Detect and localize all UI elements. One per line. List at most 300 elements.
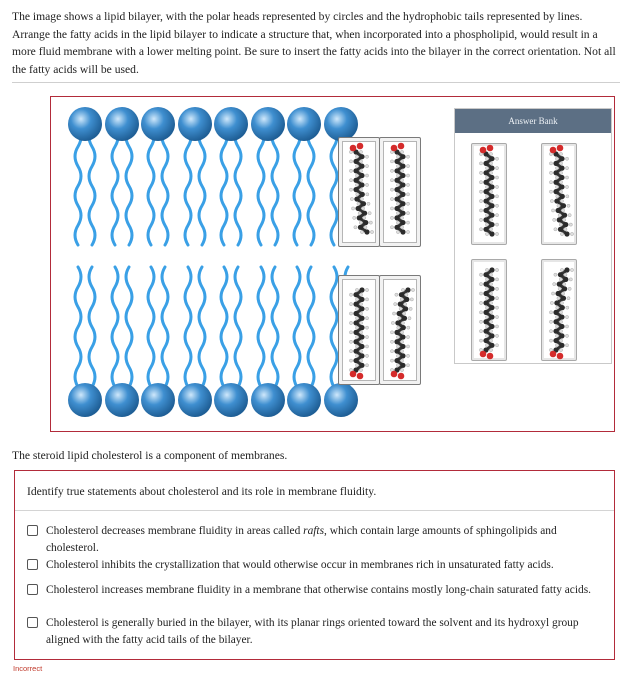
hydrogen-atom: [396, 174, 399, 177]
answer-bank-fatty-acid-4[interactable]: [541, 259, 577, 361]
hydrogen-atom: [400, 331, 403, 334]
hydrogen-atom: [549, 320, 552, 323]
carbon-atom: [553, 338, 558, 343]
carbon-atom: [400, 334, 405, 339]
hydrogen-atom: [489, 320, 492, 323]
bilayer-dragdrop-area: [50, 96, 615, 432]
hydrogen-atom: [495, 195, 498, 198]
carbon-atom: [483, 310, 488, 315]
hydrogen-atom: [489, 283, 492, 286]
fatty-acid-molecule: [542, 260, 576, 360]
hydrogen-atom: [358, 212, 361, 215]
hydrogen-atom: [479, 209, 482, 212]
hydrogen-atom: [485, 287, 488, 290]
hydrogen-atom: [400, 150, 403, 153]
lipid-head: [68, 383, 102, 417]
carbon-atom: [355, 206, 360, 211]
option-cholesterol-buried-rings[interactable]: [27, 615, 597, 650]
hydrogen-atom: [400, 216, 403, 219]
hydrogen-atom: [396, 230, 399, 233]
drop-slot-bottom-2[interactable]: [379, 275, 421, 385]
hydrogen-atom: [485, 185, 488, 188]
carbon-atom: [402, 316, 407, 321]
hydrogen-atom: [359, 350, 362, 353]
hydrogen-atom: [396, 335, 399, 338]
lipid-tail: [126, 127, 132, 245]
lipid-tail: [199, 127, 205, 245]
hydrogen-atom: [365, 183, 368, 186]
hydrogen-atom: [565, 176, 568, 179]
lipid-tail: [272, 127, 278, 245]
carbon-atom: [489, 277, 494, 282]
hydrogen-atom: [355, 354, 358, 357]
hydrogen-atom: [559, 190, 562, 193]
option-text: Cholesterol inhibits the crystallization that would otherwise occur in membranes rich in unsaturated fatty acids.: [46, 559, 554, 571]
carbon-atom: [483, 161, 488, 166]
hydrogen-atom: [390, 331, 393, 334]
hydrogen-atom: [404, 303, 407, 306]
carbon-atom: [483, 198, 488, 203]
carbon-atom: [394, 178, 399, 183]
hydrogen-atom: [349, 359, 352, 362]
hydrogen-atom: [485, 297, 488, 300]
hydrogen-atom: [395, 293, 398, 296]
hydrogen-atom: [556, 195, 559, 198]
hydrogen-atom: [400, 359, 403, 362]
carbon-atom: [489, 343, 494, 348]
carbon-atom: [394, 206, 399, 211]
carbon-atom: [353, 168, 358, 173]
answer-bank-title: Answer Bank: [455, 109, 611, 133]
hydrogen-atom: [396, 183, 399, 186]
lipid-head: [287, 107, 321, 141]
carbon-atom: [399, 292, 404, 297]
carbon-atom: [483, 329, 488, 334]
carbon-atom: [400, 220, 405, 225]
carbon-atom: [561, 203, 566, 208]
carbon-atom: [398, 302, 403, 307]
hydrogen-atom: [406, 212, 409, 215]
lipid-tail: [308, 267, 314, 387]
lipid-tail: [75, 127, 81, 245]
hydrogen-atom: [495, 287, 498, 290]
hydrogen-atom: [564, 228, 567, 231]
hydrogen-atom: [390, 169, 393, 172]
hydrogen-atom: [349, 331, 352, 334]
oxygen-atom: [391, 145, 398, 152]
hydrogen-atom: [485, 232, 488, 235]
hydrogen-atom: [408, 317, 411, 320]
option-text: Cholesterol increases membrane fluidity in a membrane that otherwise contains mostly long-chain saturated fatty acids.: [46, 584, 592, 596]
carbon-atom: [559, 166, 564, 171]
hydrogen-atom: [402, 312, 405, 315]
carbon-atom: [560, 194, 565, 199]
hydrogen-atom: [559, 223, 562, 226]
hydrogen-atom: [397, 326, 400, 329]
hydrogen-atom: [495, 176, 498, 179]
hydrogen-atom: [568, 287, 571, 290]
hydrogen-atom: [479, 162, 482, 165]
hydrogen-atom: [479, 311, 482, 314]
carbon-atom: [404, 297, 409, 302]
hydrogen-atom: [390, 359, 393, 362]
hydrogen-atom: [356, 193, 359, 196]
hydrogen-atom: [553, 283, 556, 286]
checkbox[interactable]: [27, 584, 38, 595]
lipid-tail: [162, 127, 168, 245]
lipid-head: [105, 107, 139, 141]
hydrogen-atom: [400, 368, 403, 371]
carbon-atom: [353, 311, 358, 316]
oxygen-atom: [487, 145, 494, 152]
hydrogen-atom: [349, 312, 352, 315]
carbon-atom: [400, 173, 405, 178]
carbon-atom: [359, 344, 364, 349]
hydrogen-atom: [560, 301, 563, 304]
carbon-atom: [558, 272, 563, 277]
lipid-tail: [148, 267, 154, 387]
hydrogen-atom: [495, 315, 498, 318]
cholesterol-question: [14, 470, 615, 660]
divider: [12, 82, 620, 83]
hydrogen-atom: [400, 226, 403, 229]
hydrogen-atom: [405, 293, 408, 296]
carbon-atom: [564, 267, 569, 272]
hydrogen-atom: [549, 181, 552, 184]
fatty-acid-molecule: [384, 142, 416, 242]
carbon-atom: [359, 325, 364, 330]
lipid-tail: [235, 127, 241, 245]
carbon-atom: [394, 187, 399, 192]
hydrogen-atom: [351, 207, 354, 210]
hydrogen-atom: [549, 311, 552, 314]
carbon-atom: [394, 339, 399, 344]
hydrogen-atom: [396, 354, 399, 357]
hydrogen-atom: [560, 199, 563, 202]
carbon-atom: [359, 353, 364, 358]
hydrogen-atom: [360, 197, 363, 200]
carbon-atom: [364, 229, 369, 234]
lipid-tail: [89, 127, 95, 245]
carbon-atom: [400, 182, 405, 187]
lipid-tail: [148, 127, 154, 245]
hydrogen-atom: [551, 292, 554, 295]
carbon-atom: [562, 213, 567, 218]
lipid-tail: [199, 267, 205, 387]
hydrogen-atom: [489, 273, 492, 276]
carbon-atom: [489, 286, 494, 291]
carbon-atom: [489, 305, 494, 310]
hydrogen-atom: [567, 297, 570, 300]
carbon-atom: [555, 291, 560, 296]
hydrogen-atom: [489, 152, 492, 155]
hydrogen-atom: [359, 331, 362, 334]
carbon-atom: [401, 325, 406, 330]
lipid-head: [141, 107, 175, 141]
carbon-atom: [400, 229, 405, 234]
answer-bank: [454, 108, 612, 364]
hydrogen-atom: [396, 165, 399, 168]
hydrogen-atom: [365, 354, 368, 357]
hydrogen-atom: [558, 214, 561, 217]
hydrogen-atom: [390, 350, 393, 353]
option-cholesterol-inhibits-crystallization[interactable]: [27, 557, 597, 574]
lipid-head: [68, 107, 102, 141]
hydrogen-atom: [406, 221, 409, 224]
hydrogen-atom: [559, 320, 562, 323]
hydrogen-atom: [489, 218, 492, 221]
drop-slot-top-1[interactable]: [338, 137, 380, 247]
hydrogen-atom: [396, 193, 399, 196]
carbon-atom: [489, 184, 494, 189]
hydrogen-atom: [359, 293, 362, 296]
hydrogen-atom: [349, 188, 352, 191]
hydrogen-atom: [555, 167, 558, 170]
hydrogen-atom: [364, 226, 367, 229]
hydrogen-atom: [479, 199, 482, 202]
checkbox[interactable]: [27, 559, 38, 570]
hydrogen-atom: [559, 278, 562, 281]
checkbox[interactable]: [27, 525, 38, 536]
intro-instructions: The image shows a lipid bilayer, with the polar heads represented by circles and the hydrophobic tails represented by lines. Arrange the fatty acids in the lipid bilayer to indicate a structure that, when incorporated into a phospholipid, would result in a more fluid membrane with a lower melting point. Be sure to insert the fatty acids into the bilayer in the correct orientation. Not all the fatty acids will be used.: [12, 10, 616, 76]
hydrogen-atom: [396, 221, 399, 224]
hydrogen-atom: [353, 216, 356, 219]
hydrogen-atom: [485, 167, 488, 170]
carbon-atom: [353, 330, 358, 335]
hydrogen-atom: [551, 209, 554, 212]
carbon-atom: [483, 217, 488, 222]
carbon-atom: [559, 324, 564, 329]
hydrogen-atom: [400, 197, 403, 200]
hydrogen-atom: [485, 176, 488, 179]
lipid-head: [141, 383, 175, 417]
hydrogen-atom: [406, 183, 409, 186]
hydrogen-atom: [359, 321, 362, 324]
oxygen-atom: [398, 143, 405, 150]
fatty-acid-molecule: [472, 144, 506, 244]
hydrogen-atom: [549, 171, 552, 174]
carbon-atom: [400, 344, 405, 349]
hydrogen-atom: [555, 176, 558, 179]
hydrogen-atom: [406, 345, 409, 348]
carbon-atom: [483, 189, 488, 194]
carbon-atom: [558, 227, 563, 232]
hydrogen-atom: [369, 221, 372, 224]
hydrogen-atom: [406, 202, 409, 205]
hydrogen-atom: [549, 190, 552, 193]
hydrogen-atom: [489, 199, 492, 202]
hydrogen-atom: [349, 350, 352, 353]
hydrogen-atom: [365, 345, 368, 348]
carbon-atom: [483, 272, 488, 277]
hydrogen-atom: [406, 354, 409, 357]
hydrogen-atom: [355, 364, 358, 367]
hydrogen-atom: [495, 185, 498, 188]
carbon-atom: [394, 196, 399, 201]
hydrogen-atom: [400, 207, 403, 210]
checkbox[interactable]: [27, 617, 38, 628]
hydrogen-atom: [495, 232, 498, 235]
hydrogen-atom: [559, 311, 562, 314]
option-cholesterol-increases-fluidity[interactable]: [27, 582, 597, 599]
carbon-atom: [394, 159, 399, 164]
carbon-atom: [359, 334, 364, 339]
carbon-atom: [353, 187, 358, 192]
carbon-atom: [555, 208, 560, 213]
hydrogen-atom: [406, 165, 409, 168]
carbon-atom: [561, 296, 566, 301]
carbon-atom: [400, 353, 405, 358]
carbon-atom: [553, 161, 558, 166]
hydrogen-atom: [398, 317, 401, 320]
hydrogen-atom: [561, 292, 564, 295]
carbon-atom: [553, 329, 558, 334]
carbon-atom: [394, 358, 399, 363]
hydrogen-atom: [495, 268, 498, 271]
hydrogen-atom: [359, 150, 362, 153]
hydrogen-atom: [485, 223, 488, 226]
hydrogen-atom: [555, 315, 558, 318]
carbon-atom: [359, 182, 364, 187]
lipid-tail: [112, 127, 118, 245]
hydrogen-atom: [355, 345, 358, 348]
hydrogen-atom: [355, 174, 358, 177]
fatty-acid-molecule: [343, 142, 375, 242]
lipid-tail: [89, 267, 95, 387]
hydrogen-atom: [349, 293, 352, 296]
carbon-atom: [489, 166, 494, 171]
answer-bank-fatty-acid-3[interactable]: [471, 259, 507, 361]
oxygen-atom: [391, 371, 398, 378]
hydrogen-atom: [479, 190, 482, 193]
hydrogen-atom: [563, 218, 566, 221]
carbon-atom: [553, 319, 558, 324]
hydrogen-atom: [355, 165, 358, 168]
carbon-atom: [405, 287, 410, 292]
carbon-atom: [563, 277, 568, 282]
hydrogen-atom: [359, 312, 362, 315]
hydrogen-atom: [390, 197, 393, 200]
carbon-atom: [489, 267, 494, 272]
hydrogen-atom: [396, 202, 399, 205]
hydrogen-atom: [485, 325, 488, 328]
carbon-atom: [394, 330, 399, 335]
hydrogen-atom: [479, 273, 482, 276]
hydrogen-atom: [556, 306, 559, 309]
oxygen-atom: [487, 353, 494, 360]
hydrogen-atom: [366, 193, 369, 196]
carbon-atom: [394, 168, 399, 173]
carbon-atom: [559, 314, 564, 319]
lipid-tail: [235, 267, 241, 387]
hydrogen-atom: [390, 160, 393, 163]
hydrogen-atom: [410, 298, 413, 301]
answer-bank-fatty-acid-2[interactable]: [541, 143, 577, 245]
carbon-atom: [400, 192, 405, 197]
oxygen-atom: [350, 145, 357, 152]
carbon-atom: [394, 215, 399, 220]
drop-slot-top-2[interactable]: [379, 137, 421, 247]
hydrogen-atom: [479, 228, 482, 231]
carbon-atom: [554, 300, 559, 305]
drop-slot-bottom-1[interactable]: [338, 275, 380, 385]
option-text: Cholesterol is generally buried in the bilayer, with its planar rings oriented toward the solvent and its hydroxyl group aligned with the fatty acid tails of the bilayer.: [46, 617, 579, 647]
carbon-atom: [400, 363, 405, 368]
hydrogen-atom: [565, 185, 568, 188]
carbon-atom: [483, 319, 488, 324]
hydrogen-atom: [390, 226, 393, 229]
hydrogen-atom: [396, 345, 399, 348]
carbon-atom: [353, 178, 358, 183]
carbon-atom: [553, 310, 558, 315]
oxygen-atom: [350, 371, 357, 378]
hydrogen-atom: [564, 273, 567, 276]
hydrogen-atom: [485, 334, 488, 337]
oxygen-atom: [550, 147, 557, 154]
hydrogen-atom: [565, 315, 568, 318]
carbon-atom: [489, 296, 494, 301]
carbon-atom: [483, 227, 488, 232]
carbon-atom: [559, 343, 564, 348]
hydrogen-atom: [485, 344, 488, 347]
hydrogen-atom: [555, 157, 558, 160]
carbon-atom: [353, 349, 358, 354]
answer-bank-fatty-acid-1[interactable]: [471, 143, 507, 245]
hydrogen-atom: [489, 171, 492, 174]
hydrogen-atom: [400, 160, 403, 163]
hydrogen-atom: [400, 188, 403, 191]
hydrogen-atom: [555, 344, 558, 347]
lipid-tail: [272, 267, 278, 387]
hydrogen-atom: [355, 326, 358, 329]
carbon-atom: [483, 338, 488, 343]
carbon-atom: [489, 194, 494, 199]
carbon-atom: [483, 291, 488, 296]
hydrogen-atom: [495, 297, 498, 300]
oxygen-atom: [357, 143, 364, 150]
hydrogen-atom: [549, 339, 552, 342]
hydrogen-atom: [479, 181, 482, 184]
hydrogen-atom: [557, 297, 560, 300]
hydrogen-atom: [394, 303, 397, 306]
hydrogen-atom: [489, 348, 492, 351]
oxygen-atom: [398, 373, 405, 380]
lipid-head: [251, 107, 285, 141]
hydrogen-atom: [485, 204, 488, 207]
hydrogen-atom: [349, 169, 352, 172]
hydrogen-atom: [365, 364, 368, 367]
hydrogen-atom: [355, 307, 358, 310]
hydrogen-atom: [355, 298, 358, 301]
carbon-atom: [563, 222, 568, 227]
carbon-atom: [489, 175, 494, 180]
carbon-atom: [489, 222, 494, 227]
option-cholesterol-rafts[interactable]: [27, 523, 597, 558]
carbon-atom: [559, 333, 564, 338]
fatty-acid-molecule: [384, 280, 416, 380]
hydrogen-atom: [392, 312, 395, 315]
hydrogen-atom: [560, 232, 563, 235]
hydrogen-atom: [401, 288, 404, 291]
carbon-atom: [489, 213, 494, 218]
hydrogen-atom: [565, 167, 568, 170]
lipid-head: [324, 107, 358, 141]
hydrogen-atom: [485, 315, 488, 318]
hydrogen-atom: [360, 230, 363, 233]
hydrogen-atom: [359, 188, 362, 191]
hydrogen-atom: [401, 321, 404, 324]
hydrogen-atom: [570, 268, 573, 271]
